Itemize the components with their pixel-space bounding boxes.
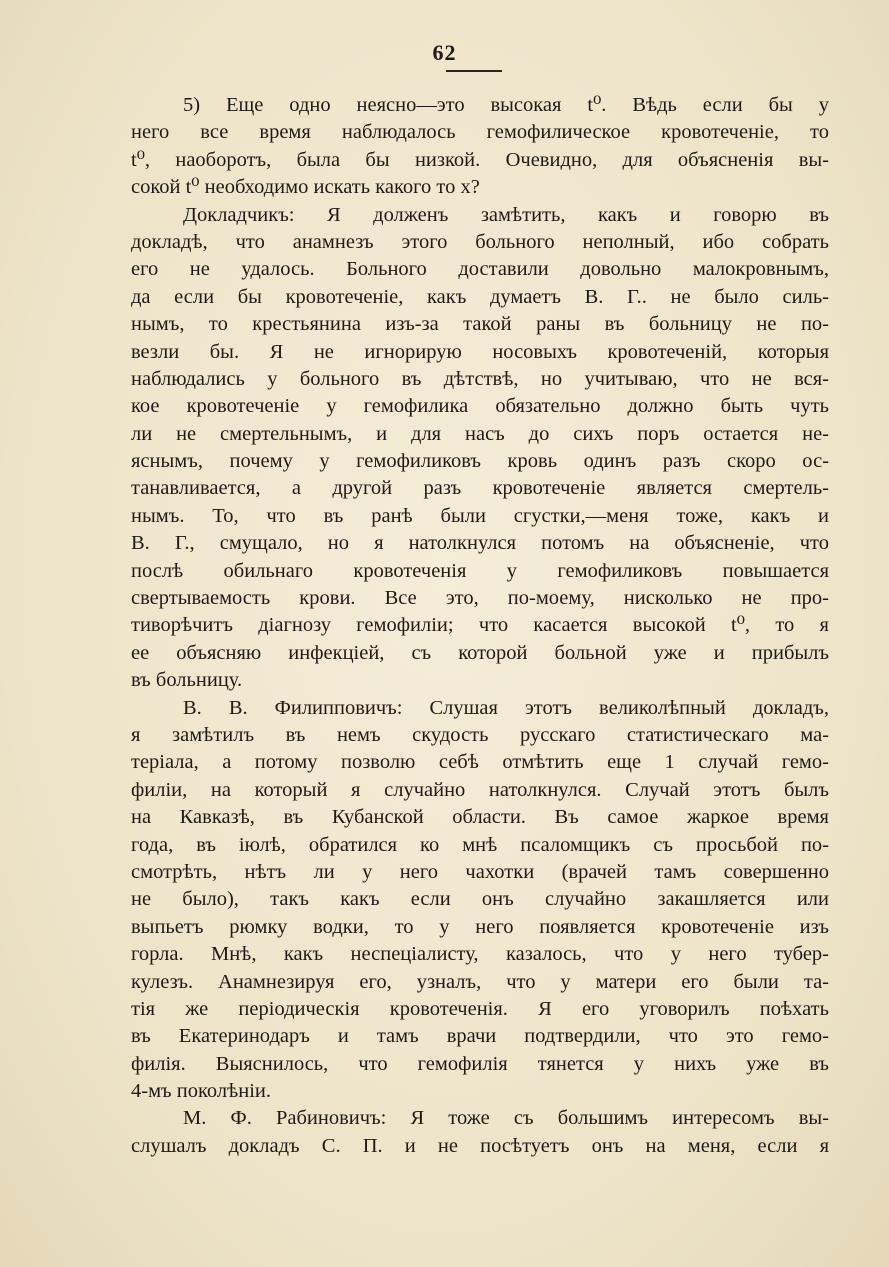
text-line: везли бы. Я не игнорирую носовыхъ кровотеченій, которыя [131, 340, 829, 363]
text-line: тиворѣчитъ діагнозу гемофиліи; что касается высокой t⁰, то я [131, 614, 829, 637]
text-line: кое кровотеченіе у гемофилика обязательно должно быть чуть [131, 395, 829, 418]
text-line: свертываемость крови. Все это, по-моему, нисколько не про- [131, 587, 829, 610]
text-line: нымъ, то крестьянина изъ-за такой раны въ больницу не по- [131, 313, 829, 336]
text-line: въ больницу. [131, 669, 243, 692]
text-line: на Кавказѣ, въ Кубанской области. Въ самое жаркое время [131, 806, 829, 829]
text-line: Докладчикъ: Я долженъ замѣтить, какъ и говорю въ [183, 203, 829, 226]
paragraph-p3 [131, 695, 829, 1106]
page-number: 62 [432, 40, 457, 65]
page-number-rule [446, 70, 502, 72]
text-line: теріала, а потому позволю себѣ отмѣтить еще 1 случай гемо- [131, 751, 829, 774]
text-line: ее объясняю инфекціей, съ которой больной уже и прибылъ [131, 641, 829, 664]
paragraph-p1 [131, 92, 829, 202]
text-line: кулезъ. Анамнезируя его, узналъ, что у матери его были та- [131, 970, 829, 993]
text-line: филія. Выяснилось, что гемофилія тянется у нихъ уже въ [131, 1052, 829, 1075]
text-line: слушалъ докладъ С. П. и не посѣтуетъ онъ на меня, если я [131, 1134, 829, 1157]
text-line: выпьетъ рюмку водки, то у него появляется кровотеченіе изъ [131, 915, 829, 938]
text-line: В. В. Филипповичъ: Слушая этотъ великолѣпный докладъ, [183, 696, 829, 719]
text-line: танавливается, а другой разъ кровотеченіе является смертель- [131, 477, 829, 500]
text-line: докладѣ, что анамнезъ этого больного неполный, ибо собрать [131, 230, 829, 253]
text-line: года, въ іюлѣ, обратился ко мнѣ псаломщикъ съ просьбой по- [131, 833, 829, 856]
text-line: 4-мъ поколѣніи. [131, 1080, 272, 1103]
text-line: нымъ. То, что въ ранѣ были сгустки,—меня тоже, какъ и [131, 504, 829, 527]
text-line: t⁰, наоборотъ, была бы низкой. Очевидно, для объясненія вы- [131, 148, 829, 171]
text-line: М. Ф. Рабиновичъ: Я тоже съ большимъ интересомъ вы- [183, 1107, 829, 1130]
text-line: В. Г., смущало, но я натолкнулся потомъ на объясненіе, что [131, 532, 829, 555]
text-line: въ Екатеринодаръ и тамъ врачи подтвердили, что это гемо- [131, 1025, 829, 1048]
paragraph-p4 [131, 1105, 829, 1160]
text-line: филіи, на который я случайно натолкнулся. Случай этотъ былъ [131, 778, 829, 801]
text-line: смотрѣть, нѣтъ ли у него чахотки (врачей тамъ совершенно [131, 860, 829, 883]
text-line: не было), такъ какъ если онъ случайно закашляется или [131, 888, 829, 911]
text-line: наблюдались у больного въ дѣтствѣ, но учитываю, что не вся- [131, 367, 829, 390]
text-line: него все время наблюдалось гемофилическое кровотеченіе, то [131, 121, 829, 144]
text-line: его не удалось. Больного доставили довольно малокровнымъ, [131, 258, 829, 281]
text-line: я замѣтилъ въ немъ скудость русскаго статистическаго ма- [131, 723, 829, 746]
text-line: яснымъ, почему у гемофиликовъ кровь одинъ разъ скоро ос- [131, 450, 829, 473]
paragraph-p2 [131, 202, 829, 695]
text-line: да если бы кровотеченіе, какъ думаетъ В. Г.. не было силь- [131, 285, 829, 308]
text-line: горла. Мнѣ, какъ неспеціалисту, казалось, что у него тубер- [131, 943, 829, 966]
text-line: ли не смертельнымъ, и для насъ до сихъ поръ остается не- [131, 422, 829, 445]
text-line: 5) Еще одно неясно—это высокая t⁰. Вѣдь если бы у [183, 94, 829, 116]
text-line: послѣ обильнаго кровотеченія у гемофиликовъ повышается [131, 559, 829, 582]
text-line: сокой t⁰ необходимо искать какого то x? [131, 176, 480, 199]
text-line: тія же періодическія кровотеченія. Я его уговорилъ поѣхать [131, 997, 829, 1020]
body-text [131, 92, 829, 1160]
